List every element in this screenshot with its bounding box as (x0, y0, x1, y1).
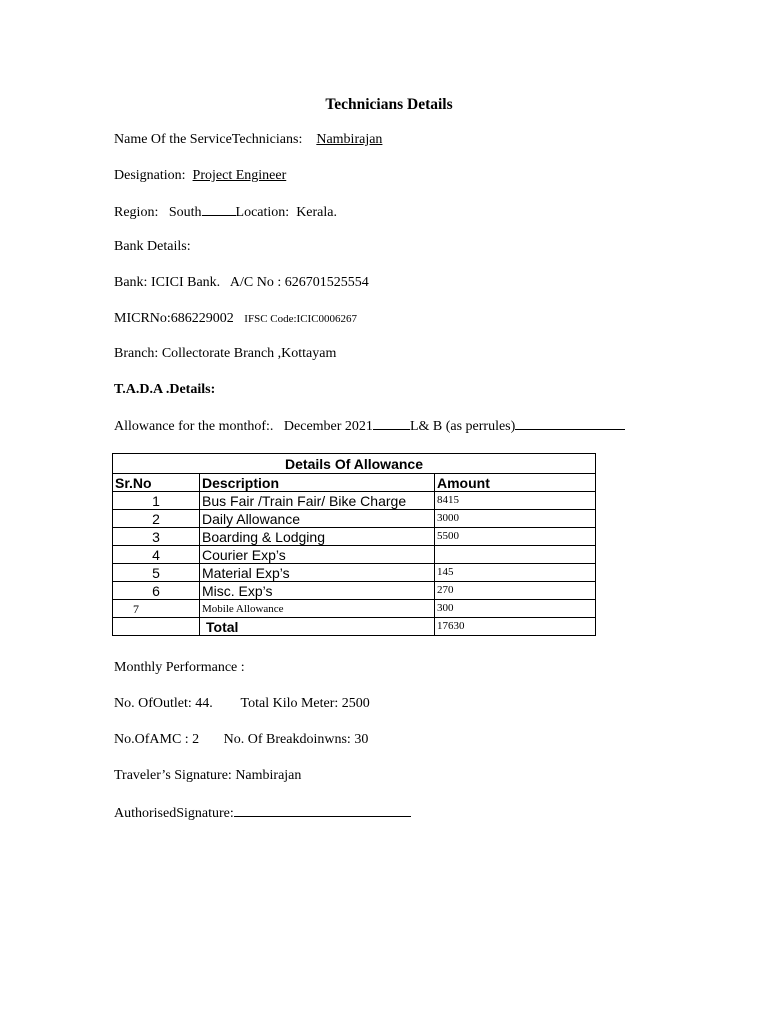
tada-heading: T.A.D.A .Details: (114, 382, 216, 397)
authorised-signature-line (114, 804, 411, 822)
breakdowns-count: No. Of Breakdoinwns: 30 (223, 732, 369, 747)
row-amount: 270 (435, 582, 596, 600)
row-amount: 5500 (435, 528, 596, 546)
location-value: Kerala. (296, 205, 337, 220)
authorised-signature-label: AuthorisedSignature: (114, 806, 234, 821)
row-srno: 7 (113, 600, 200, 618)
row-amount: 3000 (435, 510, 596, 528)
total-srno-empty (113, 618, 200, 636)
header-amount: Amount (435, 474, 596, 492)
table-row (113, 510, 596, 528)
micr-line (114, 311, 357, 327)
monthly-performance-label: Monthly Performance : (114, 660, 245, 675)
row-srno: 4 (113, 546, 200, 564)
amc-line (114, 732, 368, 748)
bank-details-label: Bank Details: (114, 239, 191, 254)
header-description: Description (200, 474, 435, 492)
bank-label: Bank: (114, 275, 148, 290)
allowance-table (112, 453, 596, 636)
region-line (114, 203, 337, 221)
ac-label: A/C No : (229, 275, 282, 290)
row-description: Daily Allowance (200, 510, 435, 528)
row-amount: 145 (435, 564, 596, 582)
region-blank (202, 203, 236, 216)
row-srno: 1 (113, 492, 200, 510)
lb-rules: L& B (as perrules) (409, 419, 516, 434)
row-description: Boarding & Lodging (200, 528, 435, 546)
designation-label: Designation: (114, 168, 186, 183)
technician-name-label: Name Of the ServiceTechnicians: (114, 132, 303, 147)
header-srno: Sr.No (113, 474, 200, 492)
total-kilometer: Total Kilo Meter: 2500 (240, 696, 370, 711)
row-srno: 3 (113, 528, 200, 546)
ac-value: 626701525554 (284, 275, 369, 290)
bank-value: ICICI Bank. (150, 275, 221, 290)
location-label: Location: (235, 205, 290, 220)
region-label: Region: (114, 205, 159, 220)
row-srno: 2 (113, 510, 200, 528)
table-row (113, 564, 596, 582)
row-amount (435, 546, 596, 564)
table-row (113, 546, 596, 564)
rules-blank (515, 417, 625, 430)
row-srno: 6 (113, 582, 200, 600)
table-row (113, 528, 596, 546)
row-description: Material Exp’s (200, 564, 435, 582)
table-row (113, 582, 596, 600)
designation-line (114, 168, 286, 184)
table-header-row (113, 474, 596, 492)
table-total-row (113, 618, 596, 636)
table-row (113, 600, 596, 618)
ifsc-value: IFSC Code:ICIC0006267 (244, 313, 358, 325)
row-amount: 300 (435, 600, 596, 618)
technician-name-value: Nambirajan (316, 132, 383, 147)
table-caption-row (113, 454, 596, 474)
technician-name-line (114, 132, 382, 148)
signature-blank (234, 804, 411, 817)
outlet-count: No. OfOutlet: 44. (114, 696, 213, 711)
table-caption: Details Of Allowance (113, 454, 596, 474)
page-title: Technicians Details (325, 96, 453, 113)
row-description: Mobile Allowance (200, 600, 435, 618)
allowance-month-label: Allowance for the monthof:. (114, 419, 274, 434)
outlet-line (114, 696, 370, 712)
amc-count: No.OfAMC : 2 (114, 732, 200, 747)
allowance-month-line (114, 417, 625, 435)
month-blank (373, 417, 410, 430)
row-description: Misc. Exp’s (200, 582, 435, 600)
row-amount: 8415 (435, 492, 596, 510)
row-srno: 5 (113, 564, 200, 582)
region-value: South (168, 205, 202, 220)
row-description: Bus Fair /Train Fair/ Bike Charge (200, 492, 435, 510)
total-label: Total (200, 618, 435, 636)
table-row (113, 492, 596, 510)
branch-line: Branch: Collectorate Branch ,Kottayam (114, 346, 337, 361)
designation-value: Project Engineer (192, 168, 287, 183)
micr-value: MICRNo:686229002 (114, 311, 234, 326)
total-amount: 17630 (435, 618, 596, 636)
row-description: Courier Exp’s (200, 546, 435, 564)
traveler-signature: Traveler’s Signature: Nambirajan (114, 768, 302, 783)
bank-line (114, 275, 369, 291)
allowance-month-value: December 2021 (283, 419, 373, 434)
